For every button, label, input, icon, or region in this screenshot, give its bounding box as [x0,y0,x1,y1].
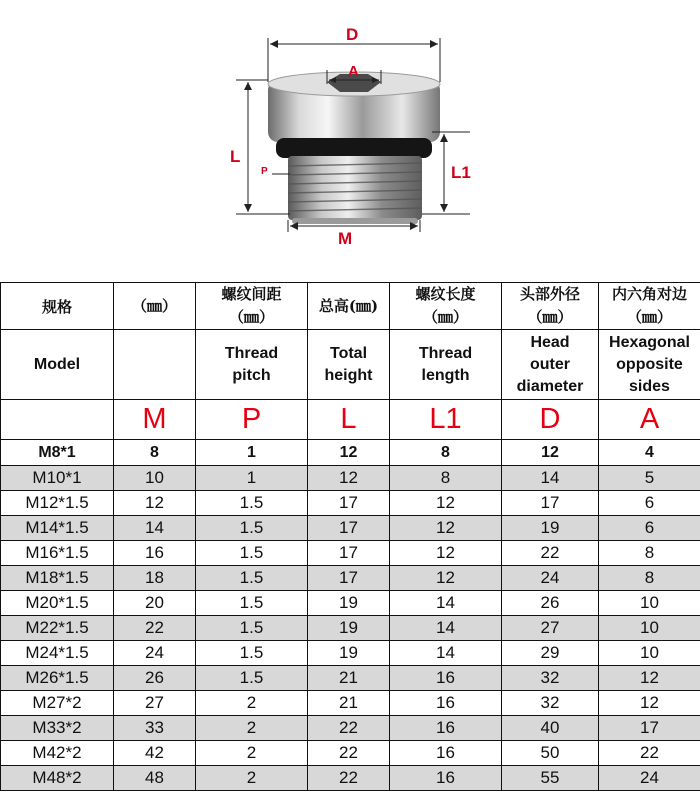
value-cell: 8 [599,566,700,591]
value-cell: 12 [114,491,196,516]
value-cell: 55 [502,766,599,791]
value-cell: 10 [114,466,196,491]
value-cell: 32 [502,691,599,716]
value-cell: 27 [502,616,599,641]
model-cell: M42*2 [1,741,114,766]
value-cell: 16 [390,666,502,691]
value-cell: 19 [308,616,390,641]
header-en-cell [390,330,502,400]
table-row [1,766,700,791]
dim-label-l1: L1 [451,164,471,181]
value-cell: 16 [390,741,502,766]
symbol-cell: L1 [390,400,502,440]
model-cell: M27*2 [1,691,114,716]
value-cell: 14 [114,516,196,541]
header-cn-cell [599,283,700,330]
dim-label-d: D [346,26,358,43]
value-cell: 10 [599,591,700,616]
value-cell: 19 [308,591,390,616]
value-cell: 12 [390,541,502,566]
value-cell: 26 [114,666,196,691]
value-cell: 1.5 [196,591,308,616]
model-cell: M10*1 [1,466,114,491]
value-cell: 16 [390,766,502,791]
value-cell: 22 [308,766,390,791]
model-cell: M24*1.5 [1,641,114,666]
model-cell: M16*1.5 [1,541,114,566]
value-cell: 12 [390,566,502,591]
model-cell: M14*1.5 [1,516,114,541]
value-cell: 16 [390,716,502,741]
value-cell: 40 [502,716,599,741]
table-row [1,440,700,466]
header-en-line: Head [502,332,598,354]
symbol-cell: A [599,400,700,440]
symbol-row [1,400,700,440]
header-cn-line: （㎜） [390,306,501,329]
header-en-cell [599,330,700,400]
value-cell: 29 [502,641,599,666]
header-en-line: diameter [502,376,598,398]
header-cn-cell [390,283,502,330]
value-cell: 17 [308,491,390,516]
header-cn-cell [114,283,196,330]
value-cell: 1.5 [196,616,308,641]
value-cell: 1.5 [196,491,308,516]
table-row [1,741,700,766]
value-cell: 17 [308,566,390,591]
table-row [1,691,700,716]
value-cell: 12 [308,440,390,466]
header-en-line: sides [599,376,700,398]
table-row [1,566,700,591]
value-cell: 26 [502,591,599,616]
value-cell: 21 [308,666,390,691]
value-cell: 20 [114,591,196,616]
header-en-line: Hexagonal [599,332,700,354]
value-cell: 24 [502,566,599,591]
table-row [1,716,700,741]
value-cell: 27 [114,691,196,716]
value-cell: 1.5 [196,666,308,691]
header-cn-cell [1,283,114,330]
value-cell: 2 [196,716,308,741]
table-row [1,666,700,691]
value-cell: 16 [390,691,502,716]
header-cn-line: 螺纹长度 [390,283,501,306]
model-cell: M20*1.5 [1,591,114,616]
value-cell: 8 [390,466,502,491]
value-cell: 21 [308,691,390,716]
value-cell: 17 [599,716,700,741]
model-cell: M26*1.5 [1,666,114,691]
value-cell: 4 [599,440,700,466]
value-cell: 24 [114,641,196,666]
value-cell: 18 [114,566,196,591]
value-cell: 12 [599,691,700,716]
value-cell: 1.5 [196,516,308,541]
value-cell: 14 [390,616,502,641]
header-cn-line: （㎜） [114,295,195,318]
value-cell: 6 [599,516,700,541]
header-en-cell [308,330,390,400]
model-cell: M18*1.5 [1,566,114,591]
header-en-cell [196,330,308,400]
plug-dimension-diagram [0,0,700,282]
value-cell: 48 [114,766,196,791]
header-en-line: height [308,365,389,387]
value-cell: 1 [196,440,308,466]
value-cell: 1.5 [196,566,308,591]
value-cell: 14 [390,591,502,616]
value-cell: 12 [390,516,502,541]
specification-table [0,282,700,791]
header-en-line: Model [1,356,113,374]
value-cell: 22 [308,716,390,741]
value-cell: 17 [308,541,390,566]
dim-label-m: M [338,230,352,247]
header-en-line: outer [502,354,598,376]
symbol-cell: P [196,400,308,440]
model-cell: M48*2 [1,766,114,791]
value-cell: 1.5 [196,541,308,566]
header-en-line: pitch [196,365,307,387]
header-cn-line: 螺纹间距 [196,283,307,306]
dim-label-p: P [261,167,268,177]
value-cell: 1.5 [196,641,308,666]
table-row [1,591,700,616]
dim-label-a: A [348,64,359,79]
value-cell: 19 [308,641,390,666]
value-cell: 12 [390,491,502,516]
header-cn-line: （㎜） [196,306,307,329]
model-cell: M22*1.5 [1,616,114,641]
header-en-cell [114,330,196,400]
header-cn-line: 头部外径 [502,283,598,306]
header-cn-line: （㎜） [502,306,598,329]
value-cell: 8 [114,440,196,466]
sealing-ring [276,138,432,158]
value-cell: 32 [502,666,599,691]
header-row-english [1,330,700,400]
model-cell: M8*1 [1,440,114,466]
header-en-line: Thread [196,343,307,365]
table-row [1,491,700,516]
value-cell: 2 [196,766,308,791]
value-cell: 16 [114,541,196,566]
value-cell: 22 [308,741,390,766]
value-cell: 14 [502,466,599,491]
symbol-cell: D [502,400,599,440]
value-cell: 8 [599,541,700,566]
header-en-line: Total [308,343,389,365]
header-en-cell [1,330,114,400]
header-row-chinese [1,283,700,330]
value-cell: 5 [599,466,700,491]
value-cell: 19 [502,516,599,541]
value-cell: 12 [502,440,599,466]
header-cn-line: （㎜） [599,306,700,329]
value-cell: 22 [502,541,599,566]
value-cell: 12 [308,466,390,491]
value-cell: 10 [599,616,700,641]
value-cell: 33 [114,716,196,741]
value-cell: 14 [390,641,502,666]
value-cell: 22 [599,741,700,766]
table-row [1,466,700,491]
header-cn-cell [502,283,599,330]
value-cell: 24 [599,766,700,791]
value-cell: 22 [114,616,196,641]
header-cn-line: 总高(㎜) [308,295,389,318]
model-cell: M12*1.5 [1,491,114,516]
symbol-cell: M [114,400,196,440]
table-row [1,641,700,666]
value-cell: 42 [114,741,196,766]
value-cell: 17 [502,491,599,516]
header-cn-line: 内六角对边 [599,283,700,306]
header-en-cell [502,330,599,400]
header-en-line: opposite [599,354,700,376]
value-cell: 12 [599,666,700,691]
value-cell: 1 [196,466,308,491]
table-row [1,541,700,566]
symbol-cell: L [308,400,390,440]
value-cell: 50 [502,741,599,766]
header-cn-cell [196,283,308,330]
symbol-cell [1,400,114,440]
table-row [1,516,700,541]
model-cell: M33*2 [1,716,114,741]
header-cn-line: 规格 [1,296,113,317]
value-cell: 8 [390,440,502,466]
header-en-line: length [390,365,501,387]
value-cell: 2 [196,741,308,766]
header-en-line: Thread [390,343,501,365]
dim-label-l: L [230,148,240,165]
value-cell: 10 [599,641,700,666]
value-cell: 6 [599,491,700,516]
table-body [1,283,700,791]
value-cell: 17 [308,516,390,541]
header-cn-cell [308,283,390,330]
value-cell: 2 [196,691,308,716]
table-row [1,616,700,641]
